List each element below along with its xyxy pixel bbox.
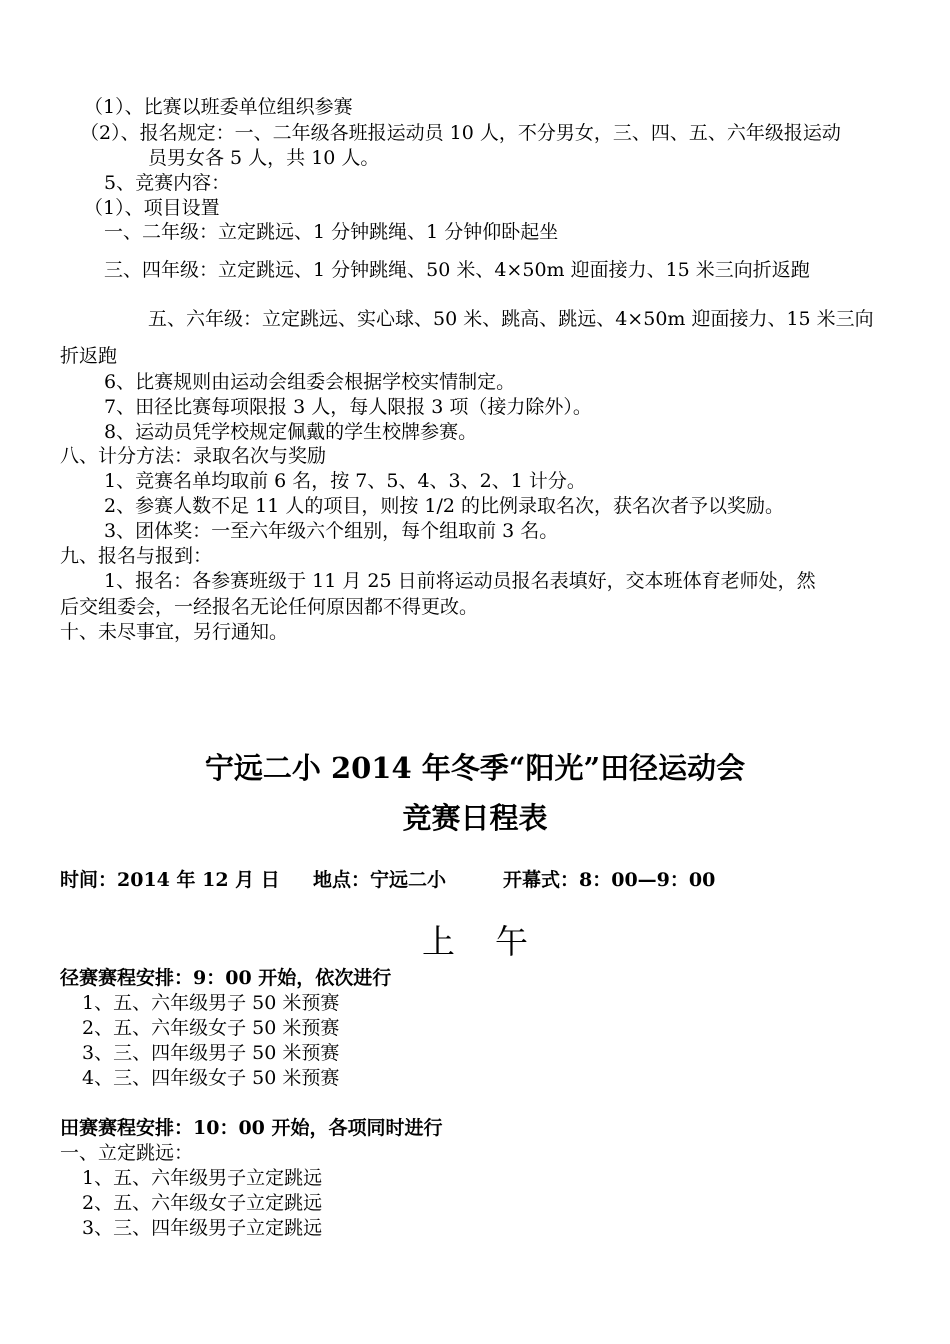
- track-heading: 径赛赛程安排：9：00 开始，依次进行: [60, 967, 392, 989]
- field-item: 3、三、四年级男子立定跳远: [82, 1217, 323, 1239]
- registration-item-1b: 后交组委会，一经报名无论任何原因都不得更改。: [60, 596, 479, 618]
- misc-note: 十、未尽事宜，另行通知。: [60, 621, 289, 643]
- track-item: 1、五、六年级男子 50 米预赛: [82, 992, 340, 1014]
- track-item: 3、三、四年级男子 50 米预赛: [82, 1042, 340, 1064]
- scoring-item-3: 3、团体奖：一至六年级六个组别，每个组取前 3 名。: [104, 520, 559, 542]
- registration-heading: 九、报名与报到：: [60, 545, 213, 567]
- rule-line-7b: 折返跑: [60, 345, 118, 367]
- scoring-heading: 八、计分方法：录取名次与奖励: [60, 445, 327, 467]
- schedule-time: 时间：2014 年 12 月 日: [60, 869, 280, 891]
- field-item: 1、五、六年级男子立定跳远: [82, 1167, 323, 1189]
- rule-line-5: 一、二年级：立定跳远、1 分钟跳绳、1 分钟仰卧起坐: [104, 221, 559, 243]
- schedule-title: 宁远二小 2014 年冬季“阳光”田径运动会: [204, 751, 746, 785]
- schedule-opening: 开幕式：8：00—9：00: [503, 869, 716, 891]
- schedule-subtitle: 竞赛日程表: [402, 801, 548, 835]
- track-item: 2、五、六年级女子 50 米预赛: [82, 1017, 340, 1039]
- rule-line-2a: （2）、报名规定：一、二年级各班报运动员 10 人，不分男女，三、四、五、六年级报运动: [80, 122, 841, 144]
- field-item: 2、五、六年级女子立定跳远: [82, 1192, 323, 1214]
- rule-line-7a: 五、六年级：立定跳远、实心球、50 米、跳高、跳远、4×50m 迎面接力、15 米三向: [148, 308, 874, 330]
- rule-line-3: 5、竞赛内容：: [104, 172, 231, 194]
- rule-line-1: （1）、比赛以班委单位组织参赛: [84, 96, 353, 118]
- track-item: 4、三、四年级女子 50 米预赛: [82, 1067, 340, 1089]
- rule-line-6: 三、四年级：立定跳远、1 分钟跳绳、50 米、4×50m 迎面接力、15 米三向折返跑: [104, 259, 810, 281]
- schedule-place: 地点：宁远二小: [313, 869, 447, 891]
- scoring-item-2: 2、参赛人数不足 11 人的项目，则按 1/2 的比例录取名次，获名次者予以奖励。: [104, 495, 785, 517]
- rule-line-4: （1）、项目设置: [84, 197, 220, 219]
- rule-line-8: 6、比赛规则由运动会组委会根据学校实情制定。: [104, 371, 516, 393]
- registration-item-1a: 1、报名：各参赛班级于 11 月 25 日前将运动员报名表填好，交本班体育老师处，然: [104, 570, 816, 592]
- field-subheading: 一、立定跳远：: [60, 1142, 194, 1164]
- rule-line-2b: 员男女各 5 人，共 10 人。: [148, 147, 380, 169]
- field-heading: 田赛赛程安排：10：00 开始，各项同时进行: [60, 1117, 443, 1139]
- rule-line-10: 8、运动员凭学校规定佩戴的学生校牌参赛。: [104, 421, 478, 443]
- scoring-item-1: 1、竞赛名单均取前 6 名，按 7、5、4、3、2、1 计分。: [104, 470, 586, 492]
- morning-heading: 上午: [422, 922, 568, 961]
- rule-line-9: 7、田径比赛每项限报 3 人，每人限报 3 项（接力除外）。: [104, 396, 592, 418]
